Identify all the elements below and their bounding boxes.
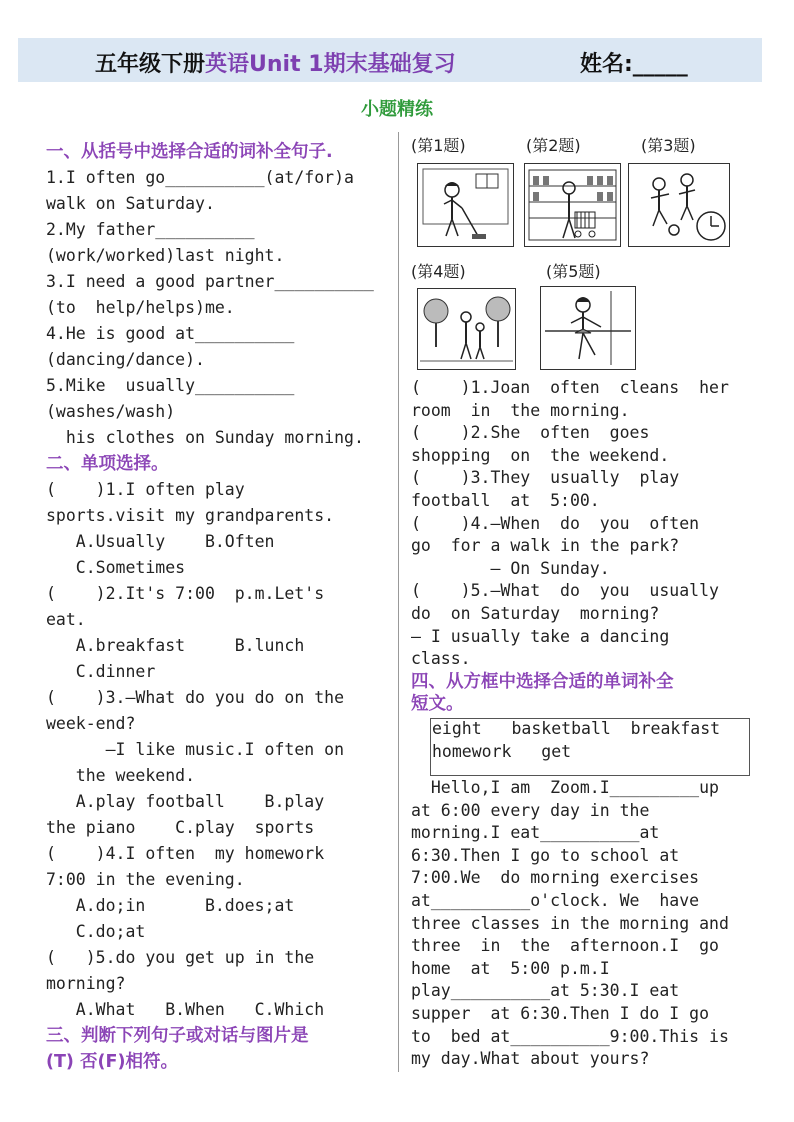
word-box: [430, 718, 750, 776]
exercise-line: — I usually take a dancing: [411, 626, 670, 646]
picture-4-park-walk: [417, 288, 516, 370]
passage: [411, 777, 729, 1071]
exercise-line: his clothes on Sunday morning.: [46, 428, 364, 447]
exercise-line: ( )5.—What do you usually: [411, 581, 719, 601]
exercise-line: ( )4.I often my homework: [46, 844, 325, 863]
exercise-line: ( )3.They usually play: [411, 468, 680, 488]
section-heading: 四、从方框中选择合适的单词补全: [411, 671, 674, 692]
exercise-line: A.breakfast B.lunch: [46, 636, 305, 655]
picture-label-1: (第1题): [411, 136, 466, 155]
exercise-line: do on Saturday morning?: [411, 603, 660, 623]
exercise-line: 2.My father__________: [46, 220, 255, 239]
exercise-line: (work/worked)last night.: [46, 246, 285, 265]
exercise-line: ( )1.I often play: [46, 480, 245, 499]
passage-line: 6:30.Then I go to school at: [411, 845, 680, 865]
exercise-line: shopping on the weekend.: [411, 445, 670, 465]
exercise-line: class.: [411, 649, 471, 669]
exercise-line: 5.Mike usually__________: [46, 376, 295, 395]
picture-3-football: [628, 163, 730, 247]
exercise-line: ( )3.—What do you do on the: [46, 688, 345, 707]
exercise-line: (washes/wash): [46, 402, 176, 421]
passage-line: three in the afternoon.I go: [411, 936, 719, 956]
left-column: [46, 139, 374, 1075]
exercise-line: 3.I need a good partner__________: [46, 272, 374, 291]
exercise-line: A.play football B.play: [46, 792, 325, 811]
exercise-line: —I like music.I often on: [46, 740, 345, 759]
passage-line: my day.What about yours?: [411, 1049, 650, 1069]
passage-line: three classes in the morning and: [411, 913, 729, 933]
passage-line: 7:00.We do morning exercises: [411, 868, 700, 888]
exercise-line: ( )5.do you get up in the: [46, 948, 315, 967]
passage-line: at 6:00 every day in the: [411, 800, 650, 820]
passage-line: play__________at 5:30.I eat: [411, 981, 680, 1001]
picture-2-shopping: [524, 163, 621, 247]
title-highlight: 英语Unit 1期末基础复习: [205, 52, 456, 77]
picture-5-dancing: [540, 286, 636, 370]
section-heading: 一、从括号中选择合适的词补全句子.: [46, 142, 333, 162]
exercise-line: ( )1.Joan often cleans her: [411, 378, 729, 397]
picture-label-3: (第3题): [641, 136, 696, 155]
exercise-line: C.Sometimes: [46, 558, 186, 577]
exercise-line: sports.visit my grandparents.: [46, 506, 335, 525]
exercise-line: 1.I often go__________(at/for)a: [46, 168, 354, 187]
exercise-line: the piano C.play sports: [46, 818, 315, 837]
exercise-line: walk on Saturday.: [46, 194, 215, 213]
title-prefix: 五年级下册: [95, 52, 206, 77]
name-field-label: 姓名:_____: [580, 52, 688, 77]
passage-line: to bed at__________9:00.This is: [411, 1026, 729, 1046]
exercise-line: ( )2.She often goes: [411, 423, 650, 443]
exercise-line: week-end?: [46, 714, 136, 733]
passage-line: at__________o'clock. We have: [411, 890, 700, 910]
exercise-line: A.What B.When C.Which: [46, 1000, 325, 1019]
exercise-line: 7:00 in the evening.: [46, 870, 245, 889]
exercise-line: the weekend.: [46, 766, 196, 785]
picture-1-cleaning-room: [417, 163, 514, 247]
exercise-line: room in the morning.: [411, 400, 630, 420]
subtitle: 小题精练: [361, 99, 433, 120]
section-heading: 短文。: [411, 694, 464, 715]
exercise-line: (to help/helps)me.: [46, 298, 235, 317]
page-title: [95, 47, 456, 78]
word-box-line-1: eight basketball breakfast: [432, 719, 721, 738]
word-box-line-2: homework get: [432, 742, 572, 761]
exercise-line: ( )2.It's 7:00 p.m.Let's: [46, 584, 325, 603]
picture-label-2: (第2题): [526, 136, 581, 155]
passage-line: morning.I eat__________at: [411, 823, 660, 843]
exercise-line: — On Sunday.: [411, 558, 610, 578]
exercise-line: morning?: [46, 974, 126, 993]
picture-label-5: (第5题): [546, 262, 601, 281]
exercise-line: A.do;in B.does;at: [46, 896, 295, 915]
exercise-line: C.dinner: [46, 662, 156, 681]
section-heading: 三、判断下列句子或对话与图片是: [46, 1026, 309, 1046]
column-divider: [398, 132, 399, 1072]
exercise-line: 4.He is good at__________: [46, 324, 295, 343]
exercise-line: eat.: [46, 610, 86, 629]
exercise-line: ( )4.—When do you often: [411, 513, 700, 533]
exercise-line: (dancing/dance).: [46, 350, 205, 369]
exercise-line: football at 5:00.: [411, 490, 600, 510]
right-column: [411, 377, 729, 716]
section-heading: (T) 否(F)相符。: [46, 1052, 178, 1072]
passage-line: home at 5:00 p.m.I: [411, 958, 610, 978]
section-heading: 二、单项选择。: [46, 454, 169, 474]
exercise-line: go for a walk in the park?: [411, 536, 680, 556]
passage-line: Hello,I am Zoom.I_________up: [411, 778, 719, 797]
exercise-line: C.do;at: [46, 922, 146, 941]
picture-label-4: (第4题): [411, 262, 466, 281]
passage-line: supper at 6:30.Then I do I go: [411, 1003, 710, 1023]
exercise-line: A.Usually B.Often: [46, 532, 275, 551]
